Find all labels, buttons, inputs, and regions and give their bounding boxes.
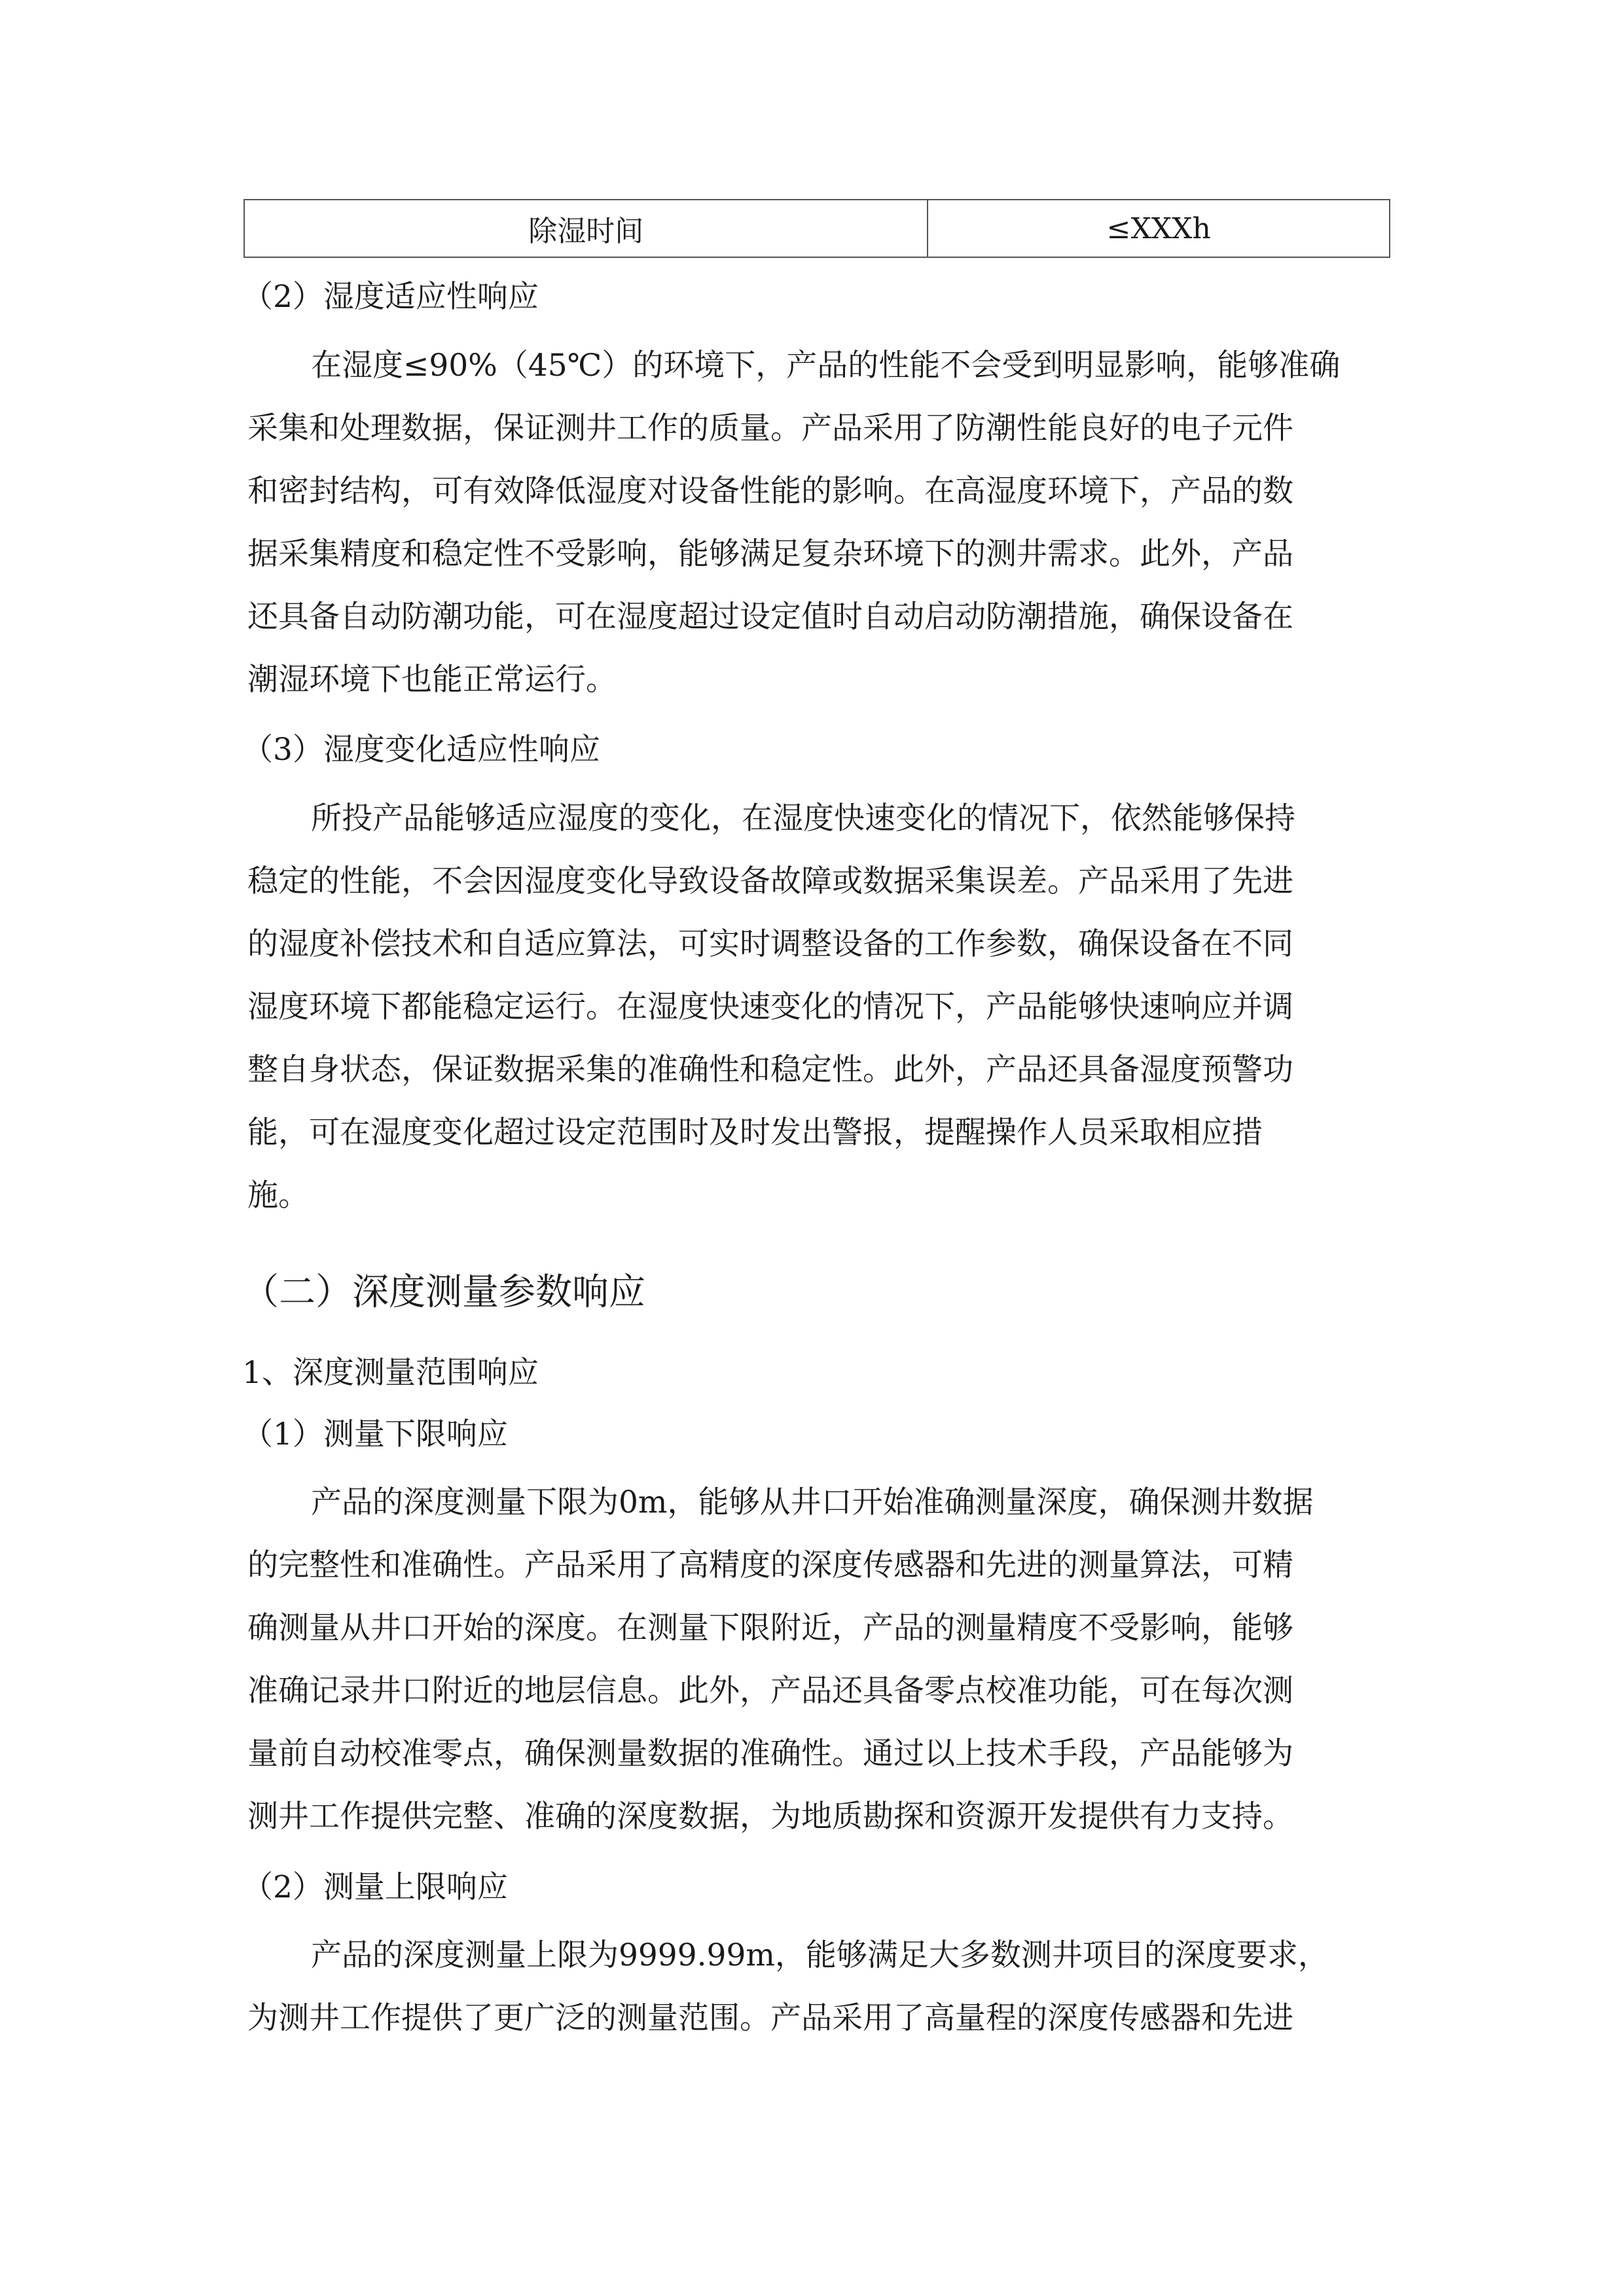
subheading-lower-limit: （1）测量下限响应 (242, 1416, 508, 1452)
table-cell-value: ≤XXXh (928, 200, 1390, 257)
subheading-upper-limit: （2）测量上限响应 (242, 1869, 508, 1905)
paragraph-line: 所投产品能够适应湿度的变化，在湿度快速变化的情况下，依然能够保持 (311, 800, 1295, 836)
section-heading: （二）深度测量参数响应 (242, 1271, 645, 1314)
paragraph-line: 施。 (247, 1177, 309, 1213)
paragraph-line: 产品的深度测量上限为9999.99m，能够满足大多数测井项目的深度要求， (311, 1937, 1329, 1973)
paragraph-line: 量前自动校准零点，确保测量数据的准确性。通过以上技术手段，产品能够为 (247, 1736, 1293, 1772)
subheading-humidity-adapt: （2）湿度适应性响应 (242, 279, 539, 315)
paragraph-line: 在湿度≤90%（45℃）的环境下，产品的性能不会受到明显影响，能够准确 (311, 348, 1341, 384)
paragraph-line: 还具备自动防潮功能，可在湿度超过设定值时自动启动防潮措施，确保设备在 (247, 599, 1293, 635)
table-cell-name: 除湿时间 (244, 200, 928, 257)
paragraph-line: 能，可在湿度变化超过设定范围时及时发出警报，提醒操作人员采取相应措 (247, 1115, 1263, 1151)
paragraph-line: 测井工作提供完整、准确的深度数据，为地质勘探和资源开发提供有力支持。 (247, 1799, 1293, 1835)
paragraph-line: 准确记录井口附近的地层信息。此外，产品还具备零点校准功能，可在每次测 (247, 1673, 1293, 1709)
paragraph-line: 为测井工作提供了更广泛的测量范围。产品采用了高量程的深度传感器和先进 (247, 2000, 1293, 2036)
paragraph-line: 湿度环境下都能稳定运行。在湿度快速变化的情况下，产品能够快速响应并调 (247, 989, 1293, 1025)
subheading-humidity-change: （3）湿度变化适应性响应 (242, 732, 600, 768)
section-subheading: 1、深度测量范围响应 (242, 1355, 539, 1391)
paragraph-line: 整自身状态，保证数据采集的准确性和稳定性。此外，产品还具备湿度预警功 (247, 1052, 1293, 1088)
paragraph-line: 确测量从井口开始的深度。在测量下限附近，产品的测量精度不受影响，能够 (247, 1610, 1293, 1646)
paragraph-line: 产品的深度测量下限为0m，能够从井口开始准确测量深度，确保测井数据 (311, 1484, 1314, 1520)
paragraph-line: 的完整性和准确性。产品采用了高精度的深度传感器和先进的测量算法，可精 (247, 1547, 1293, 1583)
spec-table (244, 199, 1390, 258)
paragraph-line: 稳定的性能，不会因湿度变化导致设备故障或数据采集误差。产品采用了先进 (247, 863, 1293, 899)
paragraph-line: 的湿度补偿技术和自适应算法，可实时调整设备的工作参数，确保设备在不同 (247, 926, 1293, 962)
paragraph-line: 采集和处理数据，保证测井工作的质量。产品采用了防潮性能良好的电子元件 (247, 410, 1293, 446)
paragraph-line: 和密封结构，可有效降低湿度对设备性能的影响。在高湿度环境下，产品的数 (247, 473, 1293, 509)
paragraph-line: 据采集精度和稳定性不受影响，能够满足复杂环境下的测井需求。此外，产品 (247, 536, 1293, 572)
paragraph-line: 潮湿环境下也能正常运行。 (247, 662, 617, 698)
table-row (244, 200, 1390, 257)
